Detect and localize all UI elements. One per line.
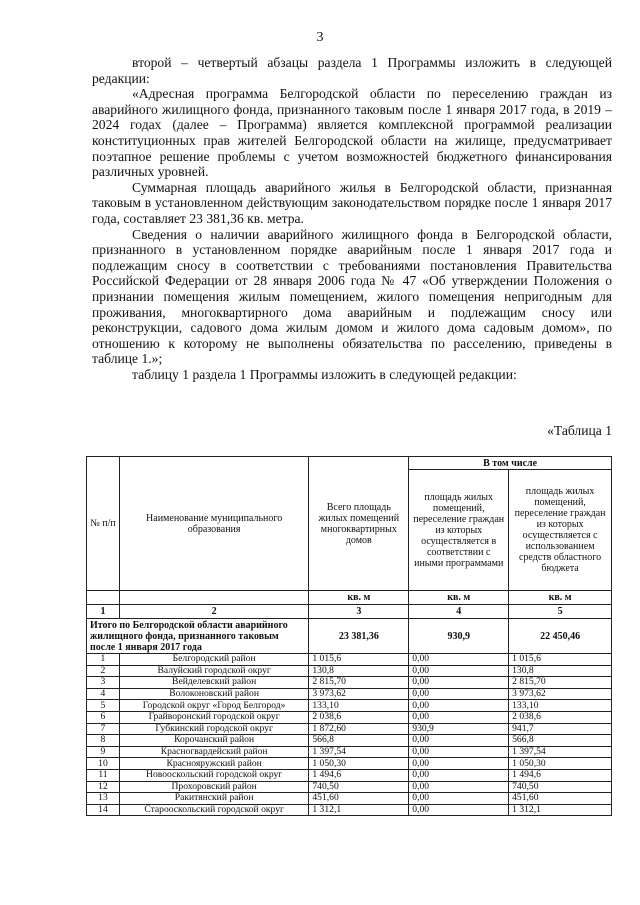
cell-other: 0,00 xyxy=(409,804,509,816)
table-row xyxy=(87,677,612,689)
cell-total: 566,8 xyxy=(309,735,409,747)
cell-total: 1 397,54 xyxy=(309,746,409,758)
cell-other: 0,00 xyxy=(409,793,509,805)
paragraph-intro: второй – четвертый абзацы раздела 1 Программы изложить в следующей редакции: xyxy=(92,55,612,86)
table-row xyxy=(87,793,612,805)
table-row xyxy=(87,746,612,758)
cell-other: 0,00 xyxy=(409,781,509,793)
cell-regional: 1 494,6 xyxy=(509,769,612,781)
colnum-2: 2 xyxy=(119,605,308,619)
cell-total: 133,10 xyxy=(309,700,409,712)
cell-total: 451,60 xyxy=(309,793,409,805)
cell-n: 8 xyxy=(87,735,120,747)
cell-total: 3 973,62 xyxy=(309,688,409,700)
colnum-3: 3 xyxy=(309,605,409,619)
cell-total: 1 015,6 xyxy=(309,654,409,666)
paragraph-area: Суммарная площадь аварийного жилья в Белгородской области, признанная таковым в установленном действующим законодательством порядке после 1 января 2017 года, составляет 23 381,36 кв. метра. xyxy=(92,179,612,226)
cell-n: 1 xyxy=(87,654,120,666)
cell-regional: 2 038,6 xyxy=(509,711,612,723)
page-number: 3 xyxy=(316,30,324,45)
cell-other: 0,00 xyxy=(409,735,509,747)
cell-name: Городской округ «Город Белгород» xyxy=(119,700,308,712)
cell-other: 0,00 xyxy=(409,677,509,689)
total-regional: 22 450,46 xyxy=(509,619,612,654)
unit-total: кв. м xyxy=(309,591,409,605)
cell-total: 1 312,1 xyxy=(309,804,409,816)
cell-regional: 566,8 xyxy=(509,735,612,747)
cell-regional: 941,7 xyxy=(509,723,612,735)
cell-name: Красногвардейский район xyxy=(119,746,308,758)
cell-regional: 451,60 xyxy=(509,793,612,805)
cell-other: 0,00 xyxy=(409,711,509,723)
table-row xyxy=(87,688,612,700)
cell-n: 4 xyxy=(87,688,120,700)
cell-n: 14 xyxy=(87,804,120,816)
header-other: площадь жилых помещений, переселение граждан из которых осуществляется в соответствии с иными программами xyxy=(409,470,509,591)
colnum-5: 5 xyxy=(509,605,612,619)
table-caption: «Таблица 1 xyxy=(547,423,612,438)
table-row xyxy=(87,665,612,677)
cell-name: Корочанский район xyxy=(119,735,308,747)
cell-total: 1 050,30 xyxy=(309,758,409,770)
cell-n: 10 xyxy=(87,758,120,770)
cell-regional: 3 973,62 xyxy=(509,688,612,700)
header-name: Наименование муниципального образования xyxy=(119,457,308,591)
cell-regional: 740,50 xyxy=(509,781,612,793)
paragraph-table-intro: таблицу 1 раздела 1 Программы изложить в следующей редакции: xyxy=(132,366,517,382)
cell-name: Белгородский район xyxy=(119,654,308,666)
cell-total: 2 038,6 xyxy=(309,711,409,723)
table-row xyxy=(87,735,612,747)
cell-other: 0,00 xyxy=(409,665,509,677)
cell-regional: 133,10 xyxy=(509,700,612,712)
cell-regional: 1 015,6 xyxy=(509,654,612,666)
cell-n: 3 xyxy=(87,677,120,689)
table-row xyxy=(87,654,612,666)
cell-n: 9 xyxy=(87,746,120,758)
cell-n: 5 xyxy=(87,700,120,712)
cell-n: 2 xyxy=(87,665,120,677)
colnum-4: 4 xyxy=(409,605,509,619)
table-row xyxy=(87,700,612,712)
cell-n: 6 xyxy=(87,711,120,723)
total-other: 930,9 xyxy=(409,619,509,654)
cell-name: Прохоровский район xyxy=(119,781,308,793)
cell-name: Губкинский городской округ xyxy=(119,723,308,735)
cell-name: Старооскольский городской округ xyxy=(119,804,308,816)
cell-total: 1 872,60 xyxy=(309,723,409,735)
cell-name: Ракитянский район xyxy=(119,793,308,805)
cell-other: 0,00 xyxy=(409,746,509,758)
cell-other: 0,00 xyxy=(409,700,509,712)
table-row xyxy=(87,804,612,816)
table-row xyxy=(87,769,612,781)
total-label: Итого по Белгородской области аварийного жилищного фонда, признанного таковым после 1 января 2017 года xyxy=(87,619,309,654)
cell-name: Грайворонский городской округ xyxy=(119,711,308,723)
total-total: 23 381,36 xyxy=(309,619,409,654)
table-row xyxy=(87,711,612,723)
cell-other: 930,9 xyxy=(409,723,509,735)
cell-name: Новооскольский городской округ xyxy=(119,769,308,781)
cell-regional: 130,8 xyxy=(509,665,612,677)
cell-n: 7 xyxy=(87,723,120,735)
cell-regional: 1 312,1 xyxy=(509,804,612,816)
table-body xyxy=(87,654,612,816)
cell-n: 13 xyxy=(87,793,120,805)
cell-name: Валуйский городской округ xyxy=(119,665,308,677)
unit-regional: кв. м xyxy=(509,591,612,605)
cell-regional: 1 050,30 xyxy=(509,758,612,770)
housing-table xyxy=(86,456,612,816)
cell-other: 0,00 xyxy=(409,758,509,770)
colnum-1: 1 xyxy=(87,605,120,619)
cell-total: 740,50 xyxy=(309,781,409,793)
cell-other: 0,00 xyxy=(409,654,509,666)
paragraph-program: «Адресная программа Белгородской области по переселению граждан из аварийного жилищного фонда, признанного таковым после 1 января 2017 года, в 2019 – 2024 годах (далее – Программа) является комплексной программой реализации конституционных прав жителей Белгородской области на жилище, предусматривает поэтапное решение проблемы с учетом возможностей бюджетного финансирования различных уровней. xyxy=(92,86,612,180)
cell-name: Волоконовский район xyxy=(119,688,308,700)
cell-regional: 2 815,70 xyxy=(509,677,612,689)
cell-total: 1 494,6 xyxy=(309,769,409,781)
header-regional: площадь жилых помещений, переселение граждан из которых осуществляется с использованием средств областного бюджета xyxy=(509,470,612,591)
cell-regional: 1 397,54 xyxy=(509,746,612,758)
table-row xyxy=(87,723,612,735)
document-body xyxy=(92,55,612,382)
unit-other: кв. м xyxy=(409,591,509,605)
cell-total: 2 815,70 xyxy=(309,677,409,689)
header-total: Всего площадь жилых помещений многоквартирных домов xyxy=(309,457,409,591)
cell-n: 11 xyxy=(87,769,120,781)
cell-name: Краснояружский район xyxy=(119,758,308,770)
cell-n: 12 xyxy=(87,781,120,793)
cell-name: Вейделевский район xyxy=(119,677,308,689)
cell-other: 0,00 xyxy=(409,688,509,700)
cell-total: 130,8 xyxy=(309,665,409,677)
cell-other: 0,00 xyxy=(409,769,509,781)
paragraph-info: Сведения о наличии аварийного жилищного фонда в Белгородской области, признанного в установленном порядке аварийным после 1 января 2017 года и подлежащим сносу в соответствии с требованиями постановления Правительства Российской Федерации от 28 января 2006 года № 47 «Об утверждении Положения о признании помещения жилым помещением, жилого помещения непригодным для проживания, многоквартирного дома аварийным и подлежащим сносу или реконструкции, садового дома жилым домом и жилого дома садовым домом», по отношению к которому не выполнены обязательства по расселению, приведены в таблице 1.»; xyxy=(92,226,612,367)
header-incl: В том числе xyxy=(409,457,612,470)
header-num: № п/п xyxy=(87,457,120,591)
table-row xyxy=(87,758,612,770)
table-row xyxy=(87,781,612,793)
